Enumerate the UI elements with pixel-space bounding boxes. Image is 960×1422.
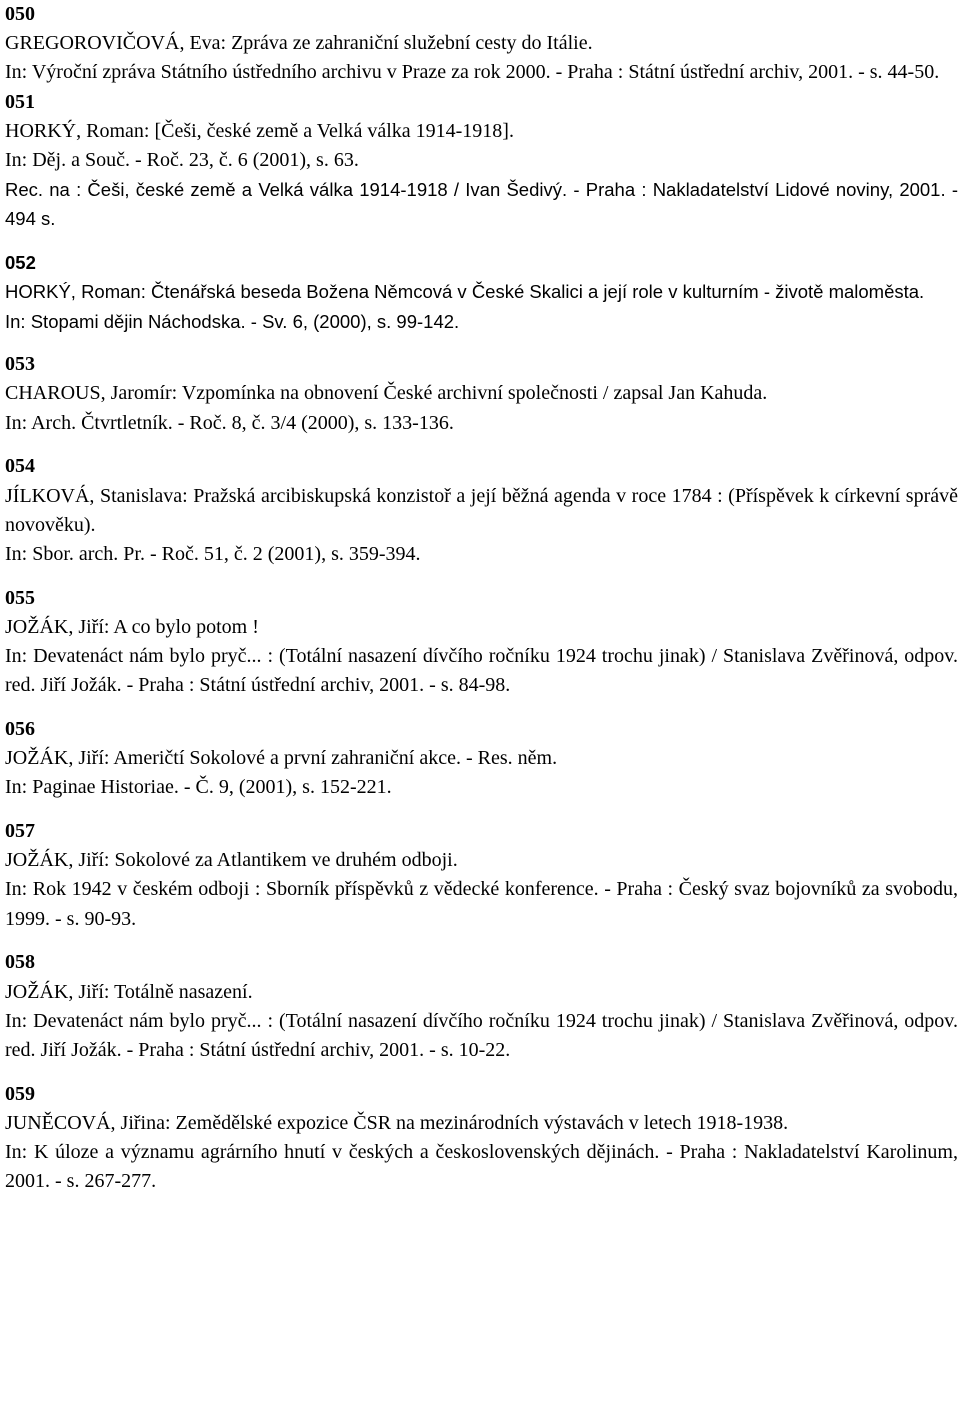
- entry-title: JOŽÁK, Jiří: Sokolové za Atlantikem ve druhém odboji.: [5, 849, 458, 872]
- entry-number: 053: [5, 353, 35, 376]
- entry-number: 054: [5, 455, 35, 478]
- entry-source: In: Paginae Historiae. - Č. 9, (2001), s. 152-221.: [5, 776, 392, 799]
- entry-number: 059: [5, 1082, 35, 1105]
- entry-number: 055: [5, 586, 35, 609]
- entry-number: 056: [5, 717, 35, 740]
- entry-title: HORKÝ, Roman: [Češi, české země a Velká válka 1914-1918].: [5, 119, 514, 142]
- entry-source: In: Devatenáct nám bylo pryč... : (Totální nasazení dívčího ročníku 1924 trochu jinak) / Stanislava Zvěřinová, odpov. red. Jiří Jožák. - Praha : Státní ústřední archiv, 2001. - s. 84-98.: [5, 645, 958, 697]
- entry-source: In: Devatenáct nám bylo pryč... : (Totální nasazení dívčího ročníku 1924 trochu jinak) / Stanislava Zvěřinová, odpov. red. Jiří Jožák. - Praha : Státní ústřední archiv, 2001. - s. 10-22.: [5, 1009, 958, 1061]
- entry-title: JOŽÁK, Jiří: Američtí Sokolové a první zahraniční akce. - Res. něm.: [5, 747, 558, 770]
- entry-title: JOŽÁK, Jiří: A co bylo potom !: [5, 615, 259, 638]
- entry-title: JOŽÁK, Jiří: Totálně nasazení.: [5, 980, 253, 1003]
- entry-number: 050: [5, 3, 35, 25]
- entry-number: 052: [5, 252, 36, 274]
- entry-source: In: Rok 1942 v českém odboji : Sborník příspěvků z vědecké konference. - Praha : Český svaz bojovníků za svobodu, 1999. - s. 90-93.: [5, 878, 958, 930]
- entry-review-note: Rec. na : Češi, české země a Velká válka 1914-1918 / Ivan Šedivý. - Praha : Nakladatelství Lidové noviny, 2001. - 494 s.: [5, 179, 958, 230]
- entry-source: In: Děj. a Souč. - Roč. 23, č. 6 (2001), s. 63.: [5, 149, 359, 172]
- bibliography-entry: [5, 1080, 958, 1197]
- entry-title: HORKÝ, Roman: Čtenářská beseda Božena Němcová v České Skalici a její role v kulturním - životě maloměsta.: [5, 281, 925, 303]
- bibliography-entry: [5, 452, 958, 569]
- entry-source: In: Sbor. arch. Pr. - Roč. 51, č. 2 (2001), s. 359-394.: [5, 542, 421, 565]
- bibliography-entry: [5, 715, 958, 803]
- bibliography-entry: [5, 88, 958, 234]
- bibliography-entry: [5, 0, 958, 88]
- entry-title: JÍLKOVÁ, Stanislava: Pražská arcibiskupská konzistoř a její běžná agenda v roce 1784 : (Příspěvek k církevní správě novověku).: [5, 484, 958, 536]
- entry-source: In: Stopami dějin Náchodska. - Sv. 6, (2000), s. 99-142.: [5, 310, 460, 332]
- bibliography-entry: [5, 817, 958, 934]
- entry-title: JUNĚCOVÁ, Jiřina: Zemědělské expozice ČSR na mezinárodních výstavách v letech 1918-1938.: [5, 1111, 789, 1134]
- bibliography-entry: [5, 350, 958, 438]
- bibliography-entry: [5, 584, 958, 701]
- bibliography-list: [5, 0, 958, 1197]
- entry-source: In: Arch. Čtvrtletník. - Roč. 8, č. 3/4 (2000), s. 133-136.: [5, 411, 454, 434]
- entry-number: 058: [5, 951, 35, 974]
- entry-source: In: Výroční zpráva Státního ústředního archivu v Praze za rok 2000. - Praha : Státní ústřední archiv, 2001. - s. 44-50.: [5, 61, 940, 84]
- entry-number: 051: [5, 90, 35, 113]
- entry-title: GREGOROVIČOVÁ, Eva: Zpráva ze zahraniční služební cesty do Itálie.: [5, 32, 593, 55]
- entry-title: CHAROUS, Jaromír: Vzpomínka na obnovení České archivní společnosti / zapsal Jan Kahuda.: [5, 382, 768, 405]
- entry-source: In: K úloze a významu agrárního hnutí v českých a československých dějinách. - Praha : Nakladatelství Karolinum, 2001. - s. 267-277.: [5, 1141, 958, 1193]
- entry-number: 057: [5, 820, 35, 843]
- bibliography-entry: [5, 948, 958, 1065]
- bibliography-entry: [5, 248, 958, 336]
